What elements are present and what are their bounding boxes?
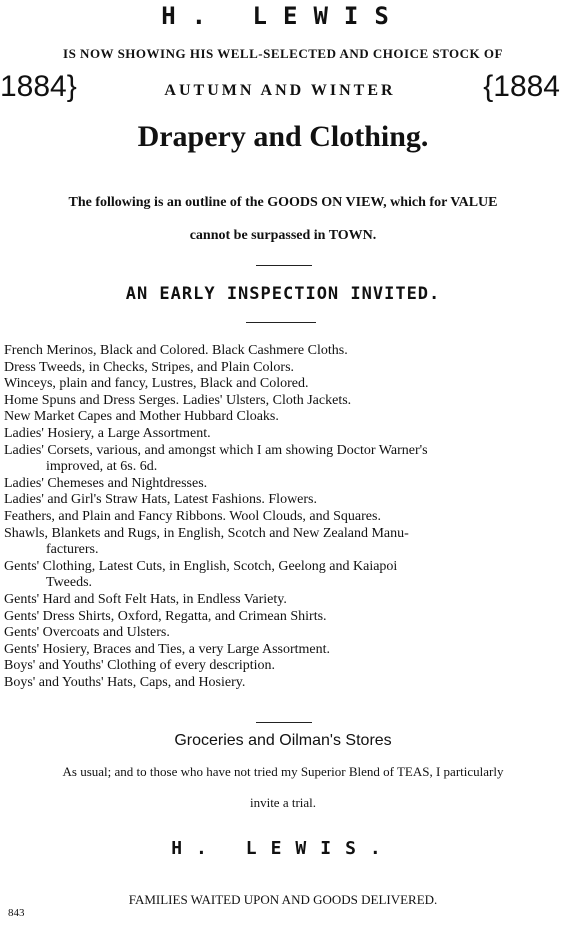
list-item: Gents' Dress Shirts, Oxford, Regatta, and Crimean Shirts. [4,608,327,624]
page-title: Drapery and Clothing. [137,120,429,153]
list-item: Gents' Hosiery, Braces and Ties, a very Large Assortment. [4,641,331,657]
list-item: Gents' Overcoats and Ulsters. [4,625,170,641]
list-item: Boys' and Youths' Hats, Caps, and Hosiery. [4,674,246,690]
showing-line: IS NOW SHOWING HIS WELL-SELECTED AND CHOICE STOCK OF [63,46,503,61]
delivery-notice: FAMILIES WAITED UPON AND GOODS DELIVERED. [128,892,438,907]
list-item: Boys' and Youths' Clothing of every description. [4,658,276,674]
intro-line-2: cannot be surpassed in TOWN. [189,228,377,243]
year-left: 1884} [0,70,77,103]
list-item-continuation: facturers. [46,542,99,558]
groceries-line-2: invite a trial. [249,795,317,810]
inspection-heading: AN EARLY INSPECTION INVITED. [125,284,441,304]
page-number: 843 [8,907,25,919]
list-item: Home Spuns and Dress Serges. Ladies' Ulsters, Cloth Jackets. [4,392,352,408]
divider [256,265,312,266]
list-item: Ladies' Corsets, various, and amongst which I am showing Doctor Warner's [4,442,428,458]
list-item: Gents' Clothing, Latest Cuts, in English, Scotch, Geelong and Kaiapoi [4,558,398,574]
divider [256,722,312,723]
year-right: {1884 [483,70,560,103]
list-item: Ladies' Chemeses and Nightdresses. [4,475,208,491]
list-item-continuation: Tweeds. [46,575,93,591]
list-item: Winceys, plain and fancy, Lustres, Black and Colored. [4,376,309,392]
list-item-continuation: improved, at 6s. 6d. [46,459,158,475]
intro-line-1: The following is an outline of the GOODS ON VIEW, which for VALUE [68,195,498,210]
footer-merchant-name: H. LEWIS. [171,838,395,859]
list-item: Ladies' and Girl's Straw Hats, Latest Fashions. Flowers. [4,492,318,508]
goods-list [4,343,566,691]
merchant-name-heading: H. LEWIS [161,2,405,30]
list-item: Feathers, and Plain and Fancy Ribbons. Wool Clouds, and Squares. [4,508,381,524]
list-item: New Market Capes and Mother Hubbard Cloaks. [4,409,279,425]
list-item: Ladies' Hosiery, a Large Assortment. [4,425,211,441]
list-item: Dress Tweeds, in Checks, Stripes, and Plain Colors. [4,359,295,375]
season-heading: AUTUMN AND WINTER [164,82,396,99]
list-item: Shawls, Blankets and Rugs, in English, Scotch and New Zealand Manu- [4,525,409,541]
groceries-line-1: As usual; and to those who have not tried my Superior Blend of TEAS, I particularly [62,764,504,779]
divider [246,322,316,323]
list-item: French Merinos, Black and Colored. Black Cashmere Cloths. [4,343,348,358]
groceries-heading: Groceries and Oilman's Stores [174,732,392,749]
list-item: Gents' Hard and Soft Felt Hats, in Endless Variety. [4,591,287,607]
